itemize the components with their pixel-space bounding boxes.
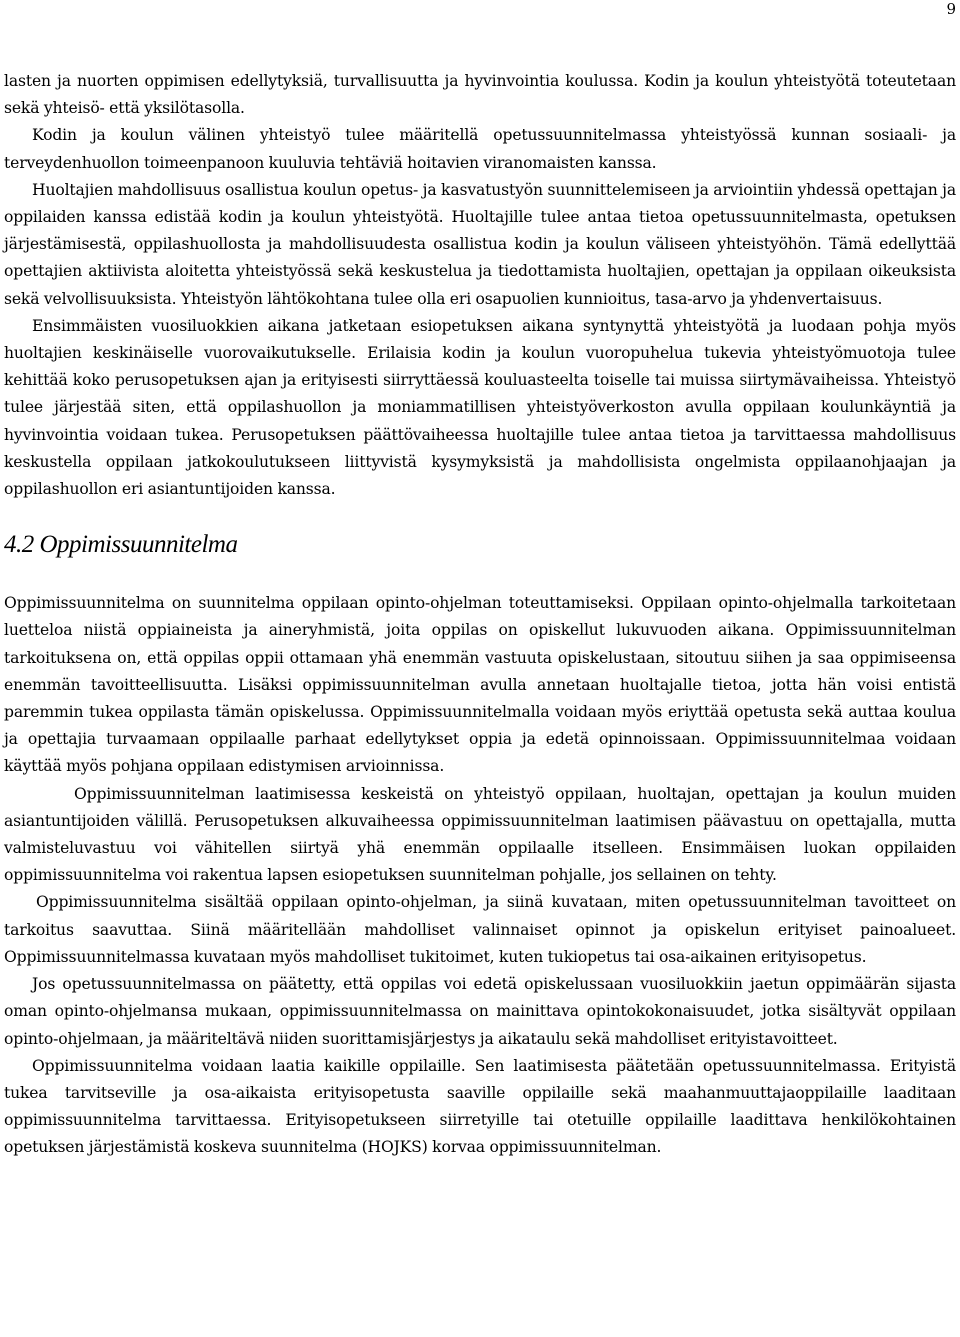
paragraph: Huoltajien mahdollisuus osallistua koulun opetus- ja kasvatustyön suunnittelemiseen ja arviointiin yhdessä opettajan ja oppilaiden kanssa edistää kodin ja koulun yhteistyötä. Huoltajille tulee antaa tietoa opetussuunnitelmasta, opetuksen järjestämisestä, oppilashuollosta ja mahdollisuudesta osallistua kodin ja koulun väliseen yhteistyöhön. Tämä edellyttää opettajien aktiivista aloitetta yhteistyössä sekä keskustelua ja tiedottamista huoltajien, opettajan ja oppilaan oikeuksista sekä velvollisuuksista. Yhteistyön lähtökohtana tulee olla eri osapuolien kunnioitus, tasa-arvo ja yhdenvertaisuus. — [4, 180, 956, 308]
paragraph: Oppimissuunnitelman laatimisessa keskeistä on yhteistyö oppilaan, huoltajan, opettajan ja koulun muiden asiantuntijoiden välillä. Perusopetuksen alkuvaiheessa oppimissuunnitelman laatimisen päävastuu on opettajalla, mutta valmisteluvastuu voi vähitellen siirtyä yhä enemmän oppilaalle itselleen. Ensimmäisen luokan oppilaiden oppimissuunnitelma voi rakentua lapsen esiopetuksen suunnitelman pohjalle, jos sellainen on tehty. — [4, 784, 956, 885]
paragraph: lasten ja nuorten oppimisen edellytyksiä, turvallisuutta ja hyvinvointia koulussa. Kodin ja koulun yhteistyötä toteutetaan sekä yhteisö- että yksilötasolla. — [4, 72, 956, 118]
paragraph: Oppimissuunnitelma on suunnitelma oppilaan opinto-ohjelman toteuttamiseksi. Oppilaan opinto-ohjelmalla tarkoitetaan luetteloa niistä oppiaineista ja aineryhmistä, joita oppilas on opiskellut lukuvuoden aikana. Oppimissuunnitelman tarkoituksena on, että oppilas oppii ottamaan yhä enemmän vastuuta opiskelustaan, sitoutuu siihen ja saa oppimiseensa enemmän tavoitteellisuutta. Lisäksi oppimissuunnitelman avulla annetaan huoltajalle tietoa, jotta hän voisi entistä paremmin tukea oppilasta tämän opiskelussa. Oppimissuunnitelmalla voidaan myös eriyttää opetusta sekä auttaa koulua ja opettajia turvaamaan oppilaalle parhaat edellytykset oppia ja edetä opinnoissaan. Oppimissuunnitelmaa voidaan käyttää myös pohjana oppilaan edistymisen arvioinnissa. — [4, 594, 956, 776]
section-heading: 4.2 Oppimissuunnitelma — [4, 531, 238, 559]
paragraph: Jos opetussuunnitelmassa on päätetty, että oppilas voi edetä opiskelussaan vuosiluokkiin jaetun oppimäärän sijasta oman opinto-ohjelmansa mukaan, oppimissuunnitelmassa on mainittava opintokokonaisuudet, jotka sisältyvät oppilaan opinto-ohjelmaan, ja määriteltävä niiden suorittamisjärjestys ja aikataulu sekä mahdolliset erityistavoitteet. — [4, 975, 956, 1048]
page-number: 9 — [946, 0, 956, 18]
document-body — [4, 68, 956, 1162]
paragraph: Ensimmäisten vuosiluokkien aikana jatketaan esiopetuksen aikana syntynyttä yhteistyötä ja luodaan pohja myös huoltajien keskinäiselle vuorovaikutukselle. Erilaisia kodin ja koulun vuoropuhelua tukevia yhteistyömuotoja tulee kehittää koko perusopetuksen ajan ja erityisesti siirryttäessä kouluasteelta toiselle tai muissa siirtymävaiheissa. Yhteistyö tulee järjestää siten, että oppilashuollon ja moniammatillisen yhteistyöverkoston avulla oppilaan koulunkäyntiä ja hyvinvointia voidaan tukea. Perusopetuksen päättövaiheessa huoltajille tulee antaa tietoa ja tarvittaessa mahdollisuus keskustella oppilaan jatkokoulutukseen liittyvistä kysymyksistä ja mahdollisista ongelmista oppilaanohjaajan ja oppilashuollon eri asiantuntijoiden kanssa. — [4, 316, 956, 499]
section-home-school-cooperation — [4, 68, 956, 503]
paragraph: Oppimissuunnitelma sisältää oppilaan opinto-ohjelman, ja siinä kuvataan, miten opetussuunnitelman tavoitteet on tarkoitus saavuttaa. Siinä määritellään mahdolliset valinnaiset opinnot ja opiskelun erityiset painoalueet. Oppimissuunnitelmassa kuvataan myös mahdolliset tukitoimet, kuten tukiopetus tai osa-aikainen erityisopetus. — [4, 893, 956, 966]
paragraph: Oppimissuunnitelma voidaan laatia kaikille oppilaille. Sen laatimisesta päätetään opetussuunnitelmassa. Erityistä tukea tarvitseville ja osa-aikaista erityisopetusta saaville oppilaille sekä maahanmuuttajaoppilaille laaditaan oppimissuunnitelma tarvittaessa. Erityisopetukseen siirretyille tai otetuille oppilaille laadittava henkilökohtainen opetuksen järjestämistä koskeva suunnitelma (HOJKS) korvaa oppimissuunnitelman. — [4, 1056, 956, 1157]
paragraph: Kodin ja koulun välinen yhteistyö tulee määritellä opetussuunnitelmassa yhteistyössä kunnan sosiaali- ja terveydenhuollon toimeenpanoon kuuluvia tehtäviä hoitavien viranomaisten kanssa. — [4, 126, 956, 172]
section-learning-plan — [4, 590, 956, 1161]
